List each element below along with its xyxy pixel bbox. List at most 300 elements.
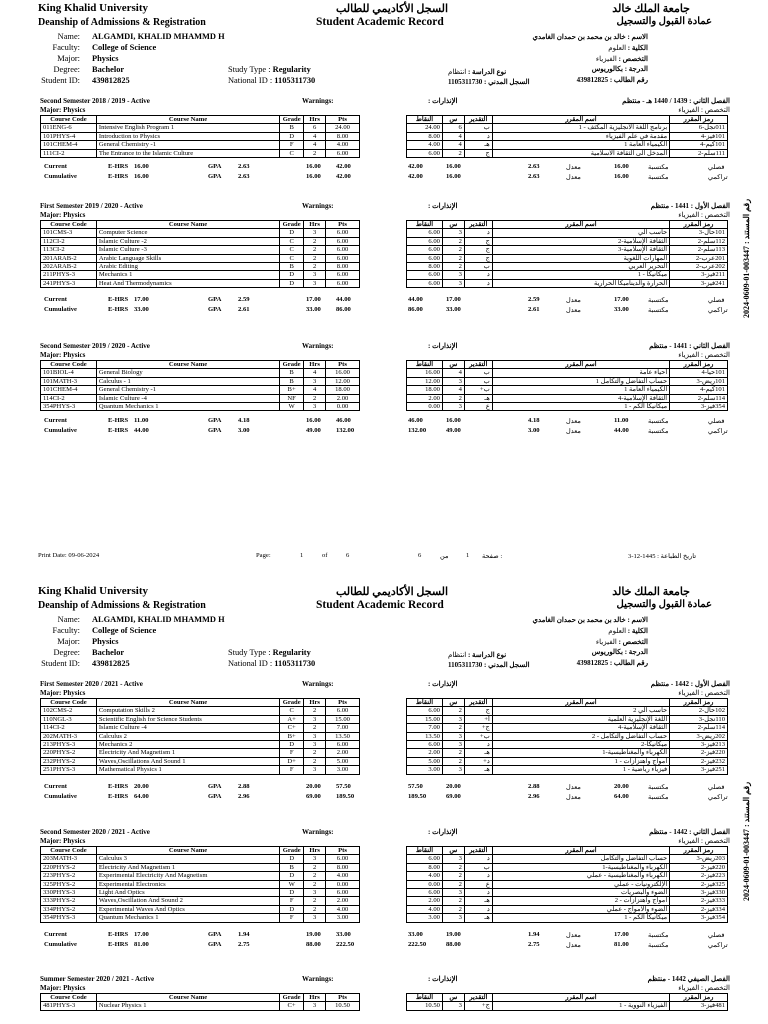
column-header-ar: النقاط	[407, 994, 443, 1002]
table-row	[41, 141, 360, 149]
course-points: 13.50	[326, 732, 360, 740]
current-ehrs-label: E-HRS	[108, 930, 129, 938]
course-points-ar: 6.00	[407, 254, 443, 262]
warnings-label: Warnings:	[302, 975, 334, 983]
degree-label: Degree:	[53, 648, 80, 657]
table-row-ar	[407, 757, 728, 765]
course-hours-ar: 3	[442, 741, 464, 749]
course-code-ar: 101كيم-4	[670, 141, 728, 149]
course-points-ar: 6.00	[407, 246, 443, 254]
table-row-ar	[407, 914, 728, 922]
cumulative-gpa: 2.96	[238, 792, 250, 800]
course-points: 4.00	[326, 872, 360, 880]
cumulative-hrs: 88.00	[306, 940, 321, 948]
table-row-ar	[407, 271, 728, 279]
national-id-en: National ID : 1105311730	[228, 659, 316, 668]
course-points-ar: 8.00	[407, 263, 443, 271]
current-earned-label-ar: مكتسبة	[648, 931, 669, 939]
page-total-ar: 6	[418, 552, 422, 559]
column-header: Hrs	[304, 699, 326, 707]
course-points: 15.00	[326, 715, 360, 723]
current-rate-label-ar: معدل	[566, 931, 581, 939]
semester-major-ar: التخصص : الفيزياء	[678, 106, 730, 114]
cumulative-label-ar: تراكمي	[708, 306, 728, 314]
university-name-en: King Khalid University	[38, 585, 149, 597]
course-hours-ar: 3	[442, 1002, 464, 1010]
course-name-ar: الحرارة والديناميكا الحرارية	[492, 279, 669, 287]
course-hours: 3	[304, 914, 326, 922]
course-name: General Biology	[96, 369, 279, 377]
semester-title-ar: الفصل الثاني : 1441 - منتظم	[649, 342, 730, 350]
current-ehrs: 20.00	[134, 782, 149, 790]
course-name-ar: الكهرباء والمغناطيسية-1	[492, 749, 669, 757]
column-header-ar: رمز المقرر	[670, 221, 728, 229]
table-row	[41, 741, 360, 749]
major-label: Major:	[57, 637, 80, 646]
course-grade: W	[280, 403, 304, 411]
course-grade: F	[280, 914, 304, 922]
column-header-ar: س	[442, 116, 464, 124]
course-hours: 3	[304, 732, 326, 740]
table-row-ar	[407, 863, 728, 871]
current-ehrs-ar: 17.00	[614, 295, 629, 303]
current-rate-label-ar: معدل	[566, 164, 581, 171]
page-number-ar: 1	[466, 552, 470, 559]
course-name: Arabic Language Skills	[96, 254, 279, 262]
course-hours: 2	[304, 897, 326, 905]
course-hours: 3	[304, 279, 326, 287]
course-points: 6.00	[326, 889, 360, 897]
course-hours: 2	[304, 757, 326, 765]
course-name-ar: الإلكترونيات - عملي	[492, 880, 669, 888]
course-points: 2.00	[326, 749, 360, 757]
current-hrs-ar: 16.00	[446, 163, 461, 170]
cumulative-pts-ar: 222.50	[408, 940, 427, 948]
current-gpa-ar: 4.18	[528, 417, 540, 425]
table-row	[41, 732, 360, 740]
warnings-label: Warnings:	[302, 97, 334, 105]
course-table-ar	[406, 846, 728, 923]
table-row-ar	[407, 377, 728, 385]
course-name: Intensive English Program 1	[96, 124, 279, 132]
cumulative-rate-label-ar: معدل	[566, 174, 581, 181]
course-grade-ar: ب	[464, 863, 492, 871]
current-gpa-label: GPA	[208, 930, 222, 938]
course-name: Scientific English for Science Students	[96, 715, 279, 723]
course-grade-ar: ج	[464, 707, 492, 715]
deanship-name-ar: عمادة القبول والتسجيل	[616, 599, 712, 610]
current-ehrs: 17.00	[134, 930, 149, 938]
column-header-ar: س	[442, 847, 464, 855]
course-points-ar: 2.00	[407, 394, 443, 402]
table-row-ar	[407, 369, 728, 377]
course-name-ar: حساب التفاضل والتكامل	[492, 855, 669, 863]
course-name: Islamic Culture -4	[96, 724, 279, 732]
table-row	[41, 377, 360, 385]
course-hours: 3	[304, 1002, 326, 1010]
table-row-ar	[407, 403, 728, 411]
column-header-ar: س	[442, 361, 464, 369]
current-hrs-ar: 20.00	[446, 782, 461, 790]
course-points: 0.00	[326, 403, 360, 411]
course-points: 2.00	[326, 897, 360, 905]
course-code: 334PHYS-2	[41, 905, 97, 913]
column-header: Hrs	[304, 994, 326, 1002]
column-header: Course Code	[41, 116, 97, 124]
current-ehrs-label: E-HRS	[108, 163, 129, 170]
course-name: Islamic Culture -3	[96, 246, 279, 254]
course-code: 114CI-2	[41, 724, 97, 732]
course-name: Experimental Waves And Optics	[96, 905, 279, 913]
title-ar: السجل الأكاديمي للطالب	[336, 3, 449, 15]
course-points: 7.00	[326, 724, 360, 732]
table-row-ar	[407, 254, 728, 262]
warnings-label: Warnings:	[302, 828, 334, 836]
course-points: 24.00	[326, 124, 360, 132]
course-code: 213PHYS-3	[41, 741, 97, 749]
course-code-ar: 203ريض-3	[670, 855, 728, 863]
table-row-ar	[407, 279, 728, 287]
column-header-ar: النقاط	[407, 221, 443, 229]
course-hours-ar: 3	[442, 855, 464, 863]
course-hours: 2	[304, 237, 326, 245]
course-hours-ar: 4	[442, 141, 464, 149]
cumulative-label-ar: تراكمي	[708, 428, 728, 436]
course-points: 4.00	[326, 905, 360, 913]
table-row-ar	[407, 855, 728, 863]
course-grade-ar: هـ	[464, 914, 492, 922]
current-earned-label-ar: مكتسبة	[648, 164, 669, 171]
university-name-ar: جامعة الملك خالد	[612, 586, 690, 598]
course-name: Nuclear Physics 1	[96, 1002, 279, 1010]
course-hours: 2	[304, 149, 326, 157]
table-row-ar	[407, 741, 728, 749]
course-code-ar: 202ريض-3	[670, 732, 728, 740]
course-points: 0.00	[326, 880, 360, 888]
course-name-ar: الثقافة الإسلامية-4	[492, 394, 669, 402]
course-hours: 2	[304, 263, 326, 271]
course-name: Electricity And Magnetism 1	[96, 863, 279, 871]
course-name-ar: المهارات اللغوية	[492, 254, 669, 262]
student-id: 439812825	[92, 76, 130, 85]
course-code: 203MATH-3	[41, 855, 97, 863]
table-row	[41, 254, 360, 262]
course-hours: 4	[304, 132, 326, 140]
course-hours-ar: 3	[442, 889, 464, 897]
current-ehrs-ar: 20.00	[614, 782, 629, 790]
course-code-ar: 223فيز-2	[670, 872, 728, 880]
current-hrs: 16.00	[306, 163, 321, 170]
course-code: 111CI-2	[41, 149, 97, 157]
course-points: 6.00	[326, 246, 360, 254]
column-header-ar: اسم المقرر	[492, 847, 669, 855]
university-name-ar: جامعة الملك خالد	[612, 3, 690, 15]
table-row-ar	[407, 897, 728, 905]
cumulative-gpa-ar: 2.61	[528, 305, 540, 313]
course-points: 3.00	[326, 766, 360, 774]
course-points: 8.00	[326, 263, 360, 271]
column-header-ar: التقدير	[464, 847, 492, 855]
column-header: Hrs	[304, 116, 326, 124]
column-header: Grade	[280, 116, 304, 124]
table-row-ar	[407, 132, 728, 140]
course-grade-ar: ب+	[464, 732, 492, 740]
course-code: 232PHYS-2	[41, 757, 97, 765]
course-hours: 2	[304, 872, 326, 880]
course-points-ar: 8.00	[407, 132, 443, 140]
course-grade: F	[280, 141, 304, 149]
cumulative-pts: 132.00	[336, 427, 355, 435]
course-code-ar: 112سلم-2	[670, 237, 728, 245]
course-grade-ar: ب	[464, 124, 492, 132]
student-degree: Bachelor	[92, 65, 125, 74]
current-label-ar: فصلي	[708, 296, 725, 304]
course-grade: D	[280, 229, 304, 237]
cumulative-pts-ar: 132.00	[408, 427, 427, 435]
current-pts: 57.50	[336, 782, 351, 790]
semester-major: Major: Physics	[40, 837, 86, 845]
current-earned-label-ar: مكتسبة	[648, 296, 669, 304]
course-name: Arabic Editing	[96, 263, 279, 271]
course-name-ar: ميكانيكا - 1	[492, 271, 669, 279]
course-code: 110NGL-3	[41, 715, 97, 723]
table-row	[41, 1002, 360, 1010]
course-name-ar: حساب التفاضل والتكامل 1	[492, 377, 669, 385]
table-row	[41, 263, 360, 271]
course-points-ar: 8.00	[407, 863, 443, 871]
student-degree-ar: الدرجة : بكالوريوس	[591, 65, 648, 73]
table-row-ar	[407, 905, 728, 913]
course-name: Mathematical Physics 1	[96, 766, 279, 774]
semester-major-ar: التخصص : الفيزياء	[678, 689, 730, 697]
course-grade: D	[280, 872, 304, 880]
course-points: 4.00	[326, 141, 360, 149]
table-row-ar	[407, 766, 728, 774]
course-points-ar: 6.00	[407, 149, 443, 157]
course-name: Electricity And Magnetism 1	[96, 749, 279, 757]
course-hours-ar: 2	[442, 757, 464, 765]
current-label: Current	[44, 417, 67, 425]
course-name: Islamic Culture -4	[96, 394, 279, 402]
table-row	[41, 880, 360, 888]
warnings-label-ar: الإنذارات :	[428, 202, 458, 210]
course-code-ar: 220فيز-2	[670, 749, 728, 757]
table-row-ar	[407, 889, 728, 897]
course-code-ar: 102حال-2	[670, 707, 728, 715]
course-code-ar: 211فيز-3	[670, 271, 728, 279]
table-row	[41, 369, 360, 377]
course-points: 6.00	[326, 741, 360, 749]
course-points: 16.00	[326, 369, 360, 377]
course-points-ar: 6.00	[407, 855, 443, 863]
course-name: Quantum Mechanics 1	[96, 403, 279, 411]
course-name-ar: الكهرباء والمغناطيسية-1	[492, 863, 669, 871]
course-code: 251PHYS-3	[41, 766, 97, 774]
course-grade: B	[280, 369, 304, 377]
cumulative-gpa-ar: 3.00	[528, 427, 540, 435]
course-grade-ar: د	[464, 905, 492, 913]
semester-major-ar: التخصص : الفيزياء	[678, 211, 730, 219]
course-hours-ar: 3	[442, 377, 464, 385]
course-name: The Entrance to the Islamic Culture	[96, 149, 279, 157]
course-code: 113CI-2	[41, 246, 97, 254]
table-row-ar	[407, 124, 728, 132]
table-row-ar	[407, 749, 728, 757]
semester-major: Major: Physics	[40, 106, 86, 114]
course-table-ar	[406, 220, 728, 288]
course-name-ar: حاسب آلي	[492, 229, 669, 237]
document-stamp: 2024-0609-01-003447 : رقم المستند	[742, 781, 751, 901]
current-rate-label-ar: معدل	[566, 296, 581, 304]
course-hours: 2	[304, 707, 326, 715]
course-hours-ar: 2	[442, 263, 464, 271]
course-grade-ar: د	[464, 741, 492, 749]
current-hrs-ar: 17.00	[446, 295, 461, 303]
cumulative-label: Cumulative	[44, 427, 77, 435]
course-grade-ar: هـ	[464, 766, 492, 774]
column-header: Pts	[326, 847, 360, 855]
course-hours: 2	[304, 749, 326, 757]
column-header: Pts	[326, 699, 360, 707]
study-type-en: Study Type : Regularity	[228, 65, 311, 74]
cumulative-gpa-label: GPA	[208, 173, 222, 180]
course-hours: 2	[304, 254, 326, 262]
course-grade: C	[280, 149, 304, 157]
current-label: Current	[44, 930, 67, 938]
course-points: 5.00	[326, 757, 360, 765]
column-header: Course Code	[41, 221, 97, 229]
cumulative-gpa-label: GPA	[208, 792, 222, 800]
course-grade-ar: د	[464, 229, 492, 237]
course-name: Calculus 3	[96, 855, 279, 863]
course-name: Light And Optics	[96, 889, 279, 897]
course-code-ar: 333فيز-2	[670, 897, 728, 905]
course-hours-ar: 2	[442, 905, 464, 913]
column-header-ar: النقاط	[407, 847, 443, 855]
course-grade-ar: د	[464, 855, 492, 863]
study-type-ar: نوع الدراسة : انتظام	[448, 68, 507, 76]
course-code: 354PHYS-3	[41, 403, 97, 411]
course-name-ar: اللغة الإنجليزية العلمية	[492, 715, 669, 723]
cumulative-ehrs-label: E-HRS	[108, 173, 129, 180]
cumulative-label: Cumulative	[44, 305, 77, 313]
course-grade-ar: د	[464, 279, 492, 287]
column-header: Grade	[280, 699, 304, 707]
course-points-ar: 6.00	[407, 271, 443, 279]
cumulative-gpa-label: GPA	[208, 427, 222, 435]
warnings-label: Warnings:	[302, 680, 334, 688]
cumulative-gpa: 2.61	[238, 305, 250, 313]
course-points: 6.00	[326, 229, 360, 237]
deanship-name-en: Deanship of Admissions & Registration	[38, 600, 206, 611]
current-pts: 42.00	[336, 163, 351, 170]
course-table-ar	[406, 360, 728, 411]
column-header-ar: رمز المقرر	[670, 847, 728, 855]
course-points-ar: 24.00	[407, 124, 443, 132]
course-name: Mechanics 2	[96, 741, 279, 749]
course-grade: D	[280, 889, 304, 897]
name-label: Name:	[57, 615, 80, 624]
course-code-ar: 110نجل-3	[670, 715, 728, 723]
cumulative-label: Cumulative	[44, 173, 77, 180]
table-row	[41, 124, 360, 132]
course-points-ar: 2.00	[407, 749, 443, 757]
course-table	[40, 360, 360, 411]
student-id-ar: رقم الطالب : 439812825	[576, 76, 648, 84]
semester-major: Major: Physics	[40, 984, 86, 992]
national-id-ar: السجل المدني : 1105311730	[448, 661, 530, 669]
column-header: Grade	[280, 847, 304, 855]
table-row	[41, 229, 360, 237]
current-label-ar: فصلي	[708, 931, 725, 939]
table-row-ar	[407, 229, 728, 237]
course-hours: 3	[304, 403, 326, 411]
course-grade: D	[280, 132, 304, 140]
cumulative-pts: 222.50	[336, 940, 355, 948]
course-name-ar: ميكانيكا الكم - 1	[492, 914, 669, 922]
course-hours-ar: 2	[442, 880, 464, 888]
current-pts-ar: 42.00	[408, 163, 423, 170]
course-points: 8.00	[326, 863, 360, 871]
course-grade: A+	[280, 715, 304, 723]
table-row	[41, 897, 360, 905]
column-header-ar: التقدير	[464, 116, 492, 124]
current-ehrs: 17.00	[134, 295, 149, 303]
student-name-ar: الاسم : خالد بن محمد بن حمدان الغامدي	[532, 33, 648, 41]
cumulative-pts: 86.00	[336, 305, 351, 313]
column-header: Pts	[326, 221, 360, 229]
current-gpa: 1.94	[238, 930, 250, 938]
course-name-ar: ميكانيكا الكم - 1	[492, 403, 669, 411]
cumulative-ehrs: 33.00	[134, 305, 149, 313]
current-pts: 44.00	[336, 295, 351, 303]
cumulative-earned-label-ar: مكتسبة	[648, 174, 669, 181]
column-header: Course Code	[41, 847, 97, 855]
course-points: 18.00	[326, 386, 360, 394]
course-hours-ar: 3	[442, 914, 464, 922]
course-points-ar: 6.00	[407, 741, 443, 749]
table-row-ar	[407, 872, 728, 880]
column-header-ar: اسم المقرر	[492, 221, 669, 229]
column-header-ar: اسم المقرر	[492, 699, 669, 707]
course-code-ar: 325فيز-2	[670, 880, 728, 888]
national-id-ar: السجل المدني : 1105311730	[448, 78, 530, 86]
course-grade: B+	[280, 732, 304, 740]
course-grade: C	[280, 254, 304, 262]
course-name: Experimental Electricity And Magnetism	[96, 872, 279, 880]
course-grade-ar: أ+	[464, 715, 492, 723]
current-ehrs: 11.00	[134, 417, 149, 425]
column-header-ar: اسم المقرر	[492, 361, 669, 369]
cumulative-gpa: 2.75	[238, 940, 250, 948]
semester-title: First Semester 2019 / 2020 - Active	[40, 202, 143, 210]
cumulative-ehrs-ar: 16.00	[614, 173, 629, 180]
course-code-ar: 114سلم-2	[670, 724, 728, 732]
course-code: 220PHYS-2	[41, 749, 97, 757]
course-code-ar: 354فيز-3	[670, 403, 728, 411]
course-table-ar	[406, 993, 728, 1011]
course-points: 6.00	[326, 149, 360, 157]
table-row-ar	[407, 386, 728, 394]
course-hours-ar: 3	[442, 403, 464, 411]
course-name-ar: امواج واهتزازات - 1	[492, 757, 669, 765]
course-points-ar: 16.00	[407, 369, 443, 377]
cumulative-earned-label-ar: مكتسبة	[648, 793, 669, 801]
course-hours-ar: 2	[442, 863, 464, 871]
course-code-ar: 101كيم-4	[670, 386, 728, 394]
table-row-ar	[407, 141, 728, 149]
course-hours: 3	[304, 271, 326, 279]
